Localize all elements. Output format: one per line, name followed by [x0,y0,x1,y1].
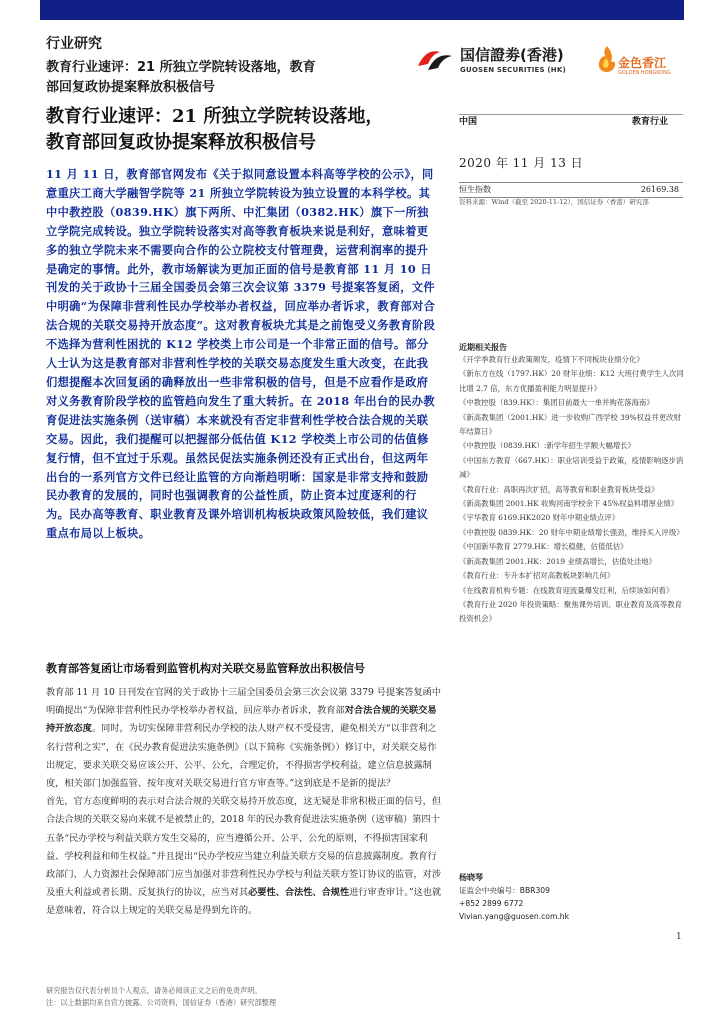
para2-text-b: 进行审查审计。”这也就是意味着，符合以上规定的关联交易是得到允许的。 [46,887,442,917]
body-text [46,684,442,921]
header-title-line-1: 教育行业速评：21 所独立学院转设落地，教育 [46,60,316,75]
header-top-bar [40,0,684,20]
page-header [46,34,406,98]
section-heading: 教育部答复函让市场看到监管机构对关联交易监管释放出积极信号 [46,662,365,675]
para1-bold: 对合法合规的关联交易持开放态度 [46,705,437,735]
index-value: 26169.38 [640,185,679,194]
para2-bold: 必要性、合法性、合规性 [248,887,350,899]
golden-hongkong-logo [596,40,690,82]
golden-name-cn: 金色香江 [618,56,667,70]
related-reports-list [459,353,685,627]
summary-paragraph: 11 月 11 日，教育部官网发布《关于拟同意设置本科高等学校的公示》，同意重庆工商大学融智学院等 21 所独立学院转设为独立设置的本科学校。其中中教控股（0839.HK）旗下两所、中汇集团（0382.HK）旗下一所独立学院完成转设。独立学院转设落实对高等教育板块来说是利好，意味着更多的独立学院未来不需要向合作的公立院校支付管理费，运营利润率的提升是确定的事情。此外，教市场解读为更加正面的信号是教育部 11 月 10 日刊发的关于政协十三届全国委员会第三次会议第 3379 号提案答复函，文件中明确“为保障非营利性民办学校举办者权益，回应举办者诉求，教育部对合法合规的关联交易持开放态度”。这对教育板块尤其是之前饱受义务教育阶段不选择为营利性困扰的 K12 学校类上市公司是一个非常正面的信号。部分人士认为这是教育部对非营利性学校的关联交易态度发生重大改变，在此我们想提醒本次回复函的确释放出一些非常积极的信号，但是不应看作是政府对义务教育阶段学校的监管趋向发生了重大转折。在 2018 年出台的民办教育促进法实施条例（送审稿）本来就没有否定非营利性学校合法合规的关联交易。因此，我们提醒可以把握部分低估值 K12 学校类上市公司的估值修复行情，但不宜过于乐观。虽然民促法实施条例还没有正式出台，但这两年出台的一系列官方文件已经让监管的方向渐趋明晰：国家是非常支持和鼓励民办教育的发展的，同时也强调教育的公益性质，防止资本过度逐利的行为。民办高等教育、职业教育及课外培训机构板块政策风险较低，我们建议重点布局以上板块。 [46,167,436,541]
related-report-item[interactable]: 《中教控股（0839.HK）:新学年招生学额大幅增长》 [459,441,636,451]
related-report-item[interactable]: 《新高教集团（2001.HK）进一步收购广西学校 39%权益并更改财年结算日》 [459,412,681,437]
guosen-name-en: GUOSEN SECURITIES (HK) [460,66,566,74]
header-title-line-2: 部回复政协提案释放积极信号 [46,80,216,95]
related-report-item[interactable]: 《中教控股 0839.HK：20 财年中期业绩增长强劲，维持买入评级》 [459,527,684,537]
related-report-item[interactable]: 《中国新华教育 2779.HK：增长稳健，估值低估》 [459,542,628,552]
related-report-item[interactable]: 《教育行业：高职再次扩招，高等教育和职业教育板块受益》 [459,484,659,494]
body-paragraph-2 [46,793,442,920]
region-label: 中国 [459,117,478,127]
footer-note: 注：以上数据均来自官方披露、公司资料，国信证券（香港）研究部整理 [46,997,277,1007]
related-report-item[interactable]: 《教育行业 2020 年投资策略：聚焦课外培训、职业教育及高等教育投资机会》 [459,599,683,624]
related-report-item[interactable]: 《新高教集团 2001.HK 收购河南学校余下 45%权益料增厚业绩》 [459,499,679,509]
report-date: 2020 年 11 月 13 日 [459,156,584,170]
para1-text-b: 。同时，为切实保障非营利民办学校的法人财产权不受侵害，避免相关方“以非营利之名行营利之实”，在《民办教育促进法实施条例》（以下简称《实施条例》）修订中，对关联交易作出规定，要求关联交易应该公开、公平、公允，合理定价，不得损害学校利益，建立信息披露制度，相关部门加强监管、按年度对关联交易进行官方审查等。”这到底是不是新的提法？ [46,723,437,790]
guosen-name-cn: 国信證劵(香港) [460,46,564,64]
related-report-item[interactable]: 《开学季教育行业政策频发，疫情下不同板块业绩分化》 [459,355,644,364]
report-category: 行业研究 [46,36,102,52]
body-paragraph-1 [46,684,442,793]
index-row [459,182,683,198]
guosen-logo [414,42,594,80]
author-license: 证监会中央编号：BBR309 [459,886,550,895]
author-name: 杨晓琴 [459,872,483,882]
page-number: 1 [676,932,682,942]
page-footer [46,985,646,1008]
related-report-item[interactable]: 《新东方在线（1797.HK）20 财年业绩：K12 大班付费学生人次同比增 2.7 倍，东方优播盈利能力明显提升》 [459,369,684,393]
sector-label: 教育行业 [632,117,669,127]
report-title-line-1: 教育行业速评：21 所独立学院转设落地， [46,106,384,127]
related-report-item[interactable]: 《中国东方教育（667.HK）：职业培训受益于政策，疫情影响逐步消减》 [459,455,684,480]
index-label: 恒生指数 [459,185,491,194]
related-report-item[interactable]: 《宇华教育 6169.HK2020 财年中期业绩点评》 [459,513,620,523]
report-title [46,104,446,156]
related-reports-title: 近期相关报告 [459,342,507,352]
golden-flame-icon [596,44,618,74]
author-phone: +852 2899 6772 [459,899,524,908]
para2-text-a: 首先，官方态度鲜明的表示对合法合规的关联交易持开放态度，这无疑是非常积极正面的信号，但合法合规的关联交易向来就不是被禁止的，2018 年的民办教育促进法实施条例（送审稿）第四十五条“民办学校与利益关联方发生交易的，应当遵循公开、公平、公允的原则，不得损害国家利益、学校利益和师生权益。”并且提出“民办学校应当建立利益关联方交易的信息披露制度。教育行政部门、人力资源社会保障部门应当加强对非营利性民办学校与利益关联方签订协议的监管，对涉及重大利益或者长期、反复执行的协议，应当对其 [46,796,442,899]
report-title-line-2: 教育部回复政协提案释放积极信号 [46,132,316,153]
author-contact [459,884,569,923]
related-report-item[interactable]: 《中教控股（839.HK）：集团目前最大一单并购花落海南》 [459,398,654,408]
related-report-item[interactable]: 《教育行业：专升本扩招对高教板块影响几何》 [459,571,615,581]
index-source: 资料来源：Wind（截至 2020-11-12），国信证券（香港）研究部 [459,198,649,206]
guosen-mark-icon [414,44,456,76]
related-report-item[interactable]: 《在线教育机构专题：在线教育迎流量爆发红利，后续该如何看》 [459,585,674,595]
related-report-item[interactable]: 《新高教集团 2001.HK：2019 业绩高增长，估值处洼地》 [459,556,657,566]
footer-disclaimer: 研究报告仅代表分析员个人观点，请务必阅读正文之后的免责声明。 [46,986,262,995]
summary-text [46,165,436,543]
author-email[interactable]: Vivian.yang@guosen.com.hk [459,912,569,921]
golden-name-en: GOLDEN HONGKONG [618,70,671,76]
para1-text-a: 教育部 11 月 10 日刊发在官网的关于政协十三届全国委员会第三次会议第 3379 号提案答复函中明确提出“为保障非营利性民办学校举办者权益，回应举办者诉求，教育部 [46,687,442,717]
